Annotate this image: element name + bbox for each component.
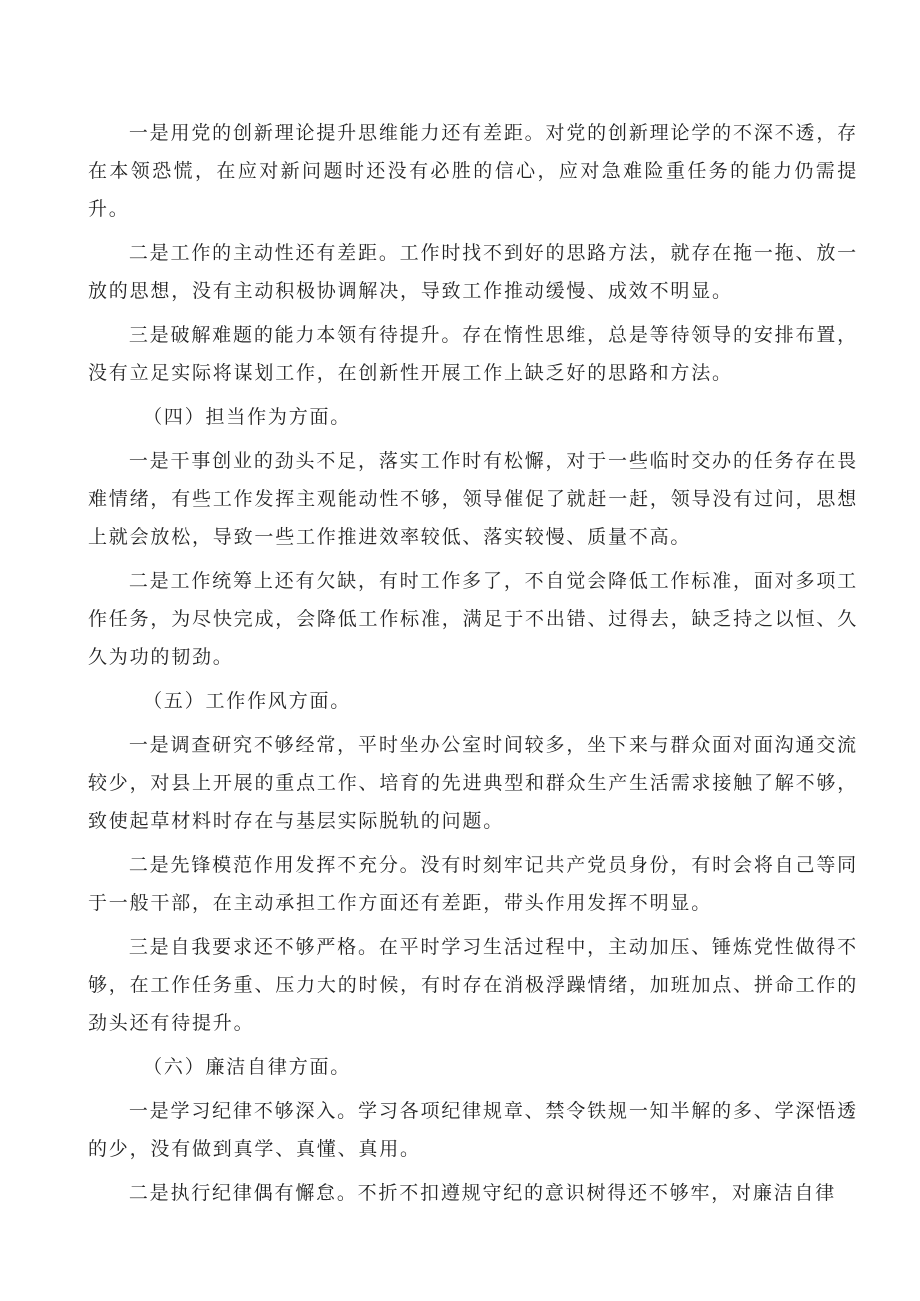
paragraph-vanguard-role: 二是先锋模范作用发挥不充分。没有时刻牢记共产党员身份，有时会将自己等同于一般干部，在主动承担工作方面还有差距，带头作用发挥不明显。 bbox=[88, 854, 858, 914]
paragraph-theory-gap: 一是用党的创新理论提升思维能力还有差距。对党的创新理论学的不深不透，存在本领恐慌，在应对新问题时还没有必胜的信心，应对急难险重任务的能力仍需提升。 bbox=[88, 122, 858, 220]
paragraph-enthusiasm: 一是干事创业的劲头不足，落实工作时有松懈，对于一些临时交办的任务存在畏难情绪，有些工作发挥主观能动性不够，领导催促了就赶一赶，领导没有过问，思想上就会放松，导致一些工作推进效率较低、落实较慢、质量不高。 bbox=[88, 450, 858, 548]
section-heading-integrity: （六）廉洁自律方面。 bbox=[143, 1056, 352, 1078]
paragraph-research: 一是调查研究不够经常，平时坐办公室时间较多，坐下来与群众面对面沟通交流较少，对县上开展的重点工作、培育的先进典型和群众生产生活需求接触了解不够，致使起草材料时存在与基层实际脱轨的问题。 bbox=[88, 734, 858, 832]
paragraph-discipline-execution: 二是执行纪律偶有懈怠。不折不扣遵规守纪的意识树得还不够牢，对廉洁自律 bbox=[128, 1182, 837, 1204]
paragraph-problem-solving: 三是破解难题的能力本领有待提升。存在惰性思维，总是等待领导的安排布置，没有立足实际将谋划工作，在创新性开展工作上缺乏好的思路和方法。 bbox=[88, 324, 858, 384]
section-heading-work-style: （五）工作作风方面。 bbox=[143, 690, 352, 712]
paragraph-initiative-gap: 二是工作的主动性还有差距。工作时找不到好的思路方法，就存在拖一拖、放一放的思想，没有主动积极协调解决，导致工作推动缓慢、成效不明显。 bbox=[88, 242, 858, 302]
paragraph-discipline-study: 一是学习纪律不够深入。学习各项纪律规章、禁令铁规一知半解的多、学深悟透的少，没有做到真学、真懂、真用。 bbox=[88, 1100, 858, 1160]
section-heading-responsibility: （四）担当作为方面。 bbox=[143, 406, 352, 428]
paragraph-coordination: 二是工作统筹上还有欠缺，有时工作多了，不自觉会降低工作标准，面对多项工作任务，为尽快完成，会降低工作标准，满足于不出错、过得去，缺乏持之以恒、久久为功的韧劲。 bbox=[88, 570, 858, 668]
document-body bbox=[88, 114, 858, 1218]
paragraph-self-discipline: 三是自我要求还不够严格。在平时学习生活过程中，主动加压、锤炼党性做得不够，在工作任务重、压力大的时候，有时存在消极浮躁情绪，加班加点、拼命工作的劲头还有待提升。 bbox=[88, 936, 858, 1034]
